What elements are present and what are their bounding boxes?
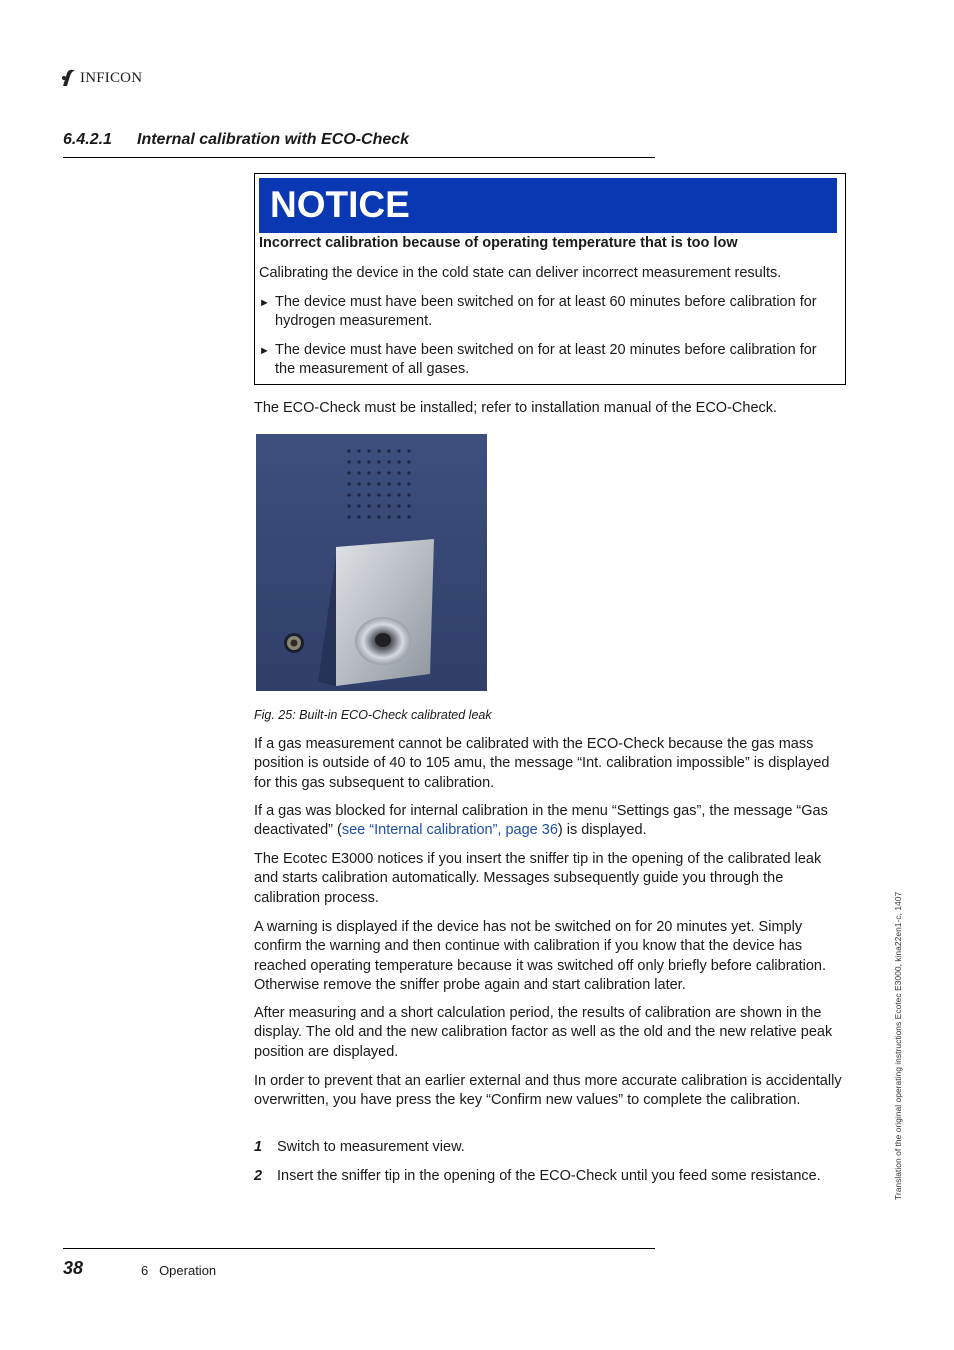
section-title: Internal calibration with ECO-Check: [137, 131, 410, 148]
page-number: 38: [63, 1258, 84, 1278]
side-note: Translation of the original operating instructions Ecotec E3000, kina22en1-c, 1407: [893, 891, 903, 1200]
notice-bullet: [259, 341, 839, 379]
triangle-bullet-icon: ►: [259, 345, 270, 357]
notice-bullet-text: The device must have been switched on for at least 20 minutes before calibration for the measurement of all gases.: [275, 342, 817, 377]
step-item: [254, 1168, 821, 1184]
triangle-bullet-icon: ►: [259, 297, 270, 309]
eco-check-photo: [256, 434, 487, 691]
section-number: 6.4.2.1: [63, 131, 112, 148]
step-number: 1: [254, 1139, 263, 1155]
intro-paragraph: The ECO-Check must be installed; refer to installation manual of the ECO-Check.: [254, 400, 778, 416]
step-item: [254, 1139, 465, 1155]
notice-box: [254, 173, 846, 385]
inficon-logo: [60, 69, 142, 87]
footer-chapter: 6 Operation: [141, 1263, 217, 1278]
brand-name: INFICON: [80, 69, 143, 86]
paragraph-text: If a gas was blocked for internal calibration in the menu “Settings gas”, the message “Gas deactivated” (: [254, 803, 828, 839]
body-paragraph: The Ecotec E3000 notices if you insert the sniffer tip in the opening of the calibrated leak and starts calibration automatically. Messages subsequently guide you through the calibration process.: [254, 851, 822, 906]
body-paragraph: After measuring and a short calculation period, the results of calibration are shown in the display. The old and the new calibration factor as well as the old and the new relative peak position are displayed.: [254, 1005, 833, 1060]
step-text: Insert the sniffer tip in the opening of the ECO-Check until you feed some resistance.: [277, 1168, 821, 1184]
footer-rule: [63, 1248, 655, 1249]
step-number: 2: [254, 1168, 263, 1184]
section-heading: [63, 131, 655, 149]
paragraph-text: ) is displayed.: [557, 822, 647, 839]
internal-calibration-link[interactable]: see “Internal calibration”, page 36: [341, 822, 558, 839]
notice-band: [259, 178, 837, 233]
body-paragraph: If a gas measurement cannot be calibrated with the ECO-Check because the gas mass position is outside of 40 to 105 amu, the message “Int. calibration impossible” is displayed for this gas subsequent to calibration.: [254, 736, 830, 791]
notice-text: Calibrating the device in the cold state can deliver incorrect measurement results.: [259, 265, 782, 281]
step-text: Switch to measurement view.: [277, 1139, 465, 1155]
notice-bullet: [259, 293, 839, 331]
figure-caption: Fig. 25: Built-in ECO-Check calibrated leak: [254, 708, 492, 722]
body-paragraph: In order to prevent that an earlier external and thus more accurate calibration is accidentally overwritten, you have press the key “Confirm new values” to complete the calibration.: [254, 1073, 842, 1109]
notice-bullet-text: The device must have been switched on for at least 60 minutes before calibration for hydrogen measurement.: [275, 294, 817, 329]
inficon-mark-icon: [60, 69, 78, 87]
heading-rule: [63, 157, 655, 158]
body-paragraph: [254, 802, 846, 841]
body-paragraph: A warning is displayed if the device has not be switched on for 20 minutes yet. Simply confirm the warning and then continue with calibration if you know that the device has reached operating temperature because it was switched off only briefly before calibration. Otherwise remove the sniffer probe again and start calibration later.: [254, 919, 826, 993]
notice-headline: Incorrect calibration because of operating temperature that is too low: [259, 235, 738, 251]
notice-label: NOTICE: [270, 184, 410, 225]
